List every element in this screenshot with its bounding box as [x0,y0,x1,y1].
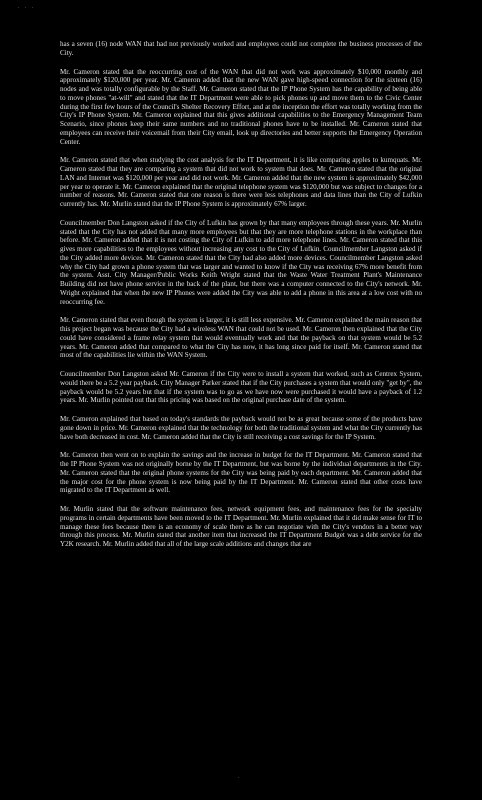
paragraph-1: has a seven (16) node WAN that had not previously worked and employees could not complete the business processes of the City. [60,40,422,57]
paragraph-3: Mr. Cameron stated that when studying the cost analysis for the IT Department, it is like comparing apples to kumquats. Mr. Cameron stated that they are comparing a system that did not work to system that does. Mr. Cameron stated that the original LAN and Internet was $120,000 per year and did not work. Mr. Cameron added that the new system is approximately $42,000 per year to operate it. Mr. Cameron explained that the original telephone system was $120,000 but was subject to changes for a number of reasons. Mr. Cameron stated that one reason is there were less telephones and data lines than the City of Lufkin currently has. Mr. Murlin stated that the IP Phone System is approximately 67% larger. [60,156,422,208]
document-body [60,40,422,559]
paragraph-5: Mr. Cameron stated that even though the system is larger, it is still less expensive. Mr. Cameron explained the main reason that this project began was because the City had a wireless WAN that could not be used. Mr. Cameron then explained that the City could have considered a frame relay system that would eventually work and that the payback on that system would be 5.2 years. Mr. Cameron added that compared to what the City has now, it has long since paid for itself. Mr. Cameron stated that most of the capabilities lie within the WAN System. [60,316,422,360]
paragraph-4: Councilmember Don Langston asked if the City of Lufkin has grown by that many employees through these years. Mr. Murlin stated that the City has not added that many more employees but that they are more telephone stations in the workplace than before. Mr. Cameron added that it is not costing the City of Lufkin to add more telephone lines. Mr. Cameron stated that this gives more capabilities to the employees without increasing any cost to the City of Lufkin. Councilmember Langston asked if the City added more devices. Mr. Cameron stated that the City had also added more devices. Councilmember Langston asked why the City had grown a phone system that was larger and wanted to know if the City was receiving 67% more benefit from the system. Asst. City Manager/Public Works Keith Wright stated that the Waste Water Treatment Plant's Maintenance Building did not have phone service in the back of the plant, but there was a computer connected to the City's network. Mr. Wright explained that when the new IP Phones were added the City was able to add a phone in this area at a low cost with no reoccurring fee. [60,218,422,306]
footer-mark: · [238,776,240,781]
header-mark: · · · [18,6,36,11]
paragraph-2: Mr. Cameron stated that the reoccurring cost of the WAN that did not work was approximately $10,000 monthly and approximately $120,000 per year. Mr. Cameron added that the new WAN gave high-speed connection for the sixteen (16) nodes and was totally configurable by the Staff. Mr. Cameron stated that the IP Phone System has the capability of being able to move phones "at-will" and stated that the IT Department were able to pick phones up and move them to the Civic Center during the first few hours of the Council's Shelter Recovery Effort, and at the inception the effort was totally working from the City's IP Phone System. Mr. Cameron explained that this gives additional capabilities to the Emergency Management Team Scenario, since phones keep their same numbers and no traditional phones have to be installed. Mr. Cameron stated that employees can receive their voicemail from their City email, look up directories and better supports the Emergency Operation Center. [60,67,422,146]
paragraph-8: Mr. Cameron then went on to explain the savings and the increase in budget for the IT Department. Mr. Cameron stated that the IP Phone System was not originally borne by the IT Department, but was borne by the individual departments in the City. Mr. Cameron stated that the original phone systems for the City was being paid by each department. Mr. Cameron added that the major cost for the phone system is now being paid by the IT Department. Mr. Cameron stated that other costs have migrated to the IT Department as well. [60,451,422,495]
paragraph-9: Mr. Murlin stated that the software maintenance fees, network equipment fees, and maintenance fees for the specialty programs in certain departments have been moved to the IT Department. Mr. Murlin explained that it did make sense for IT to manage these fees because there is an economy of scale there as he can negotiate with the City's vendors in a better way through this process. Mr. Murlin stated that another item that increased the IT Department Budget was a debt service for the Y2K research. Mr. Murlin added that all of the large scale additions and changes that are [60,505,422,548]
paragraph-6: Councilmember Don Langston asked Mr. Cameron if the City were to install a system that worked, such as Centrex System, would there be a 5.2 year payback. City Manager Parker stated that if the City purchases a system that would only "get by", the payback would be 5.2 years but that if the system was to go as we have now were purchased it would have a payback of 1.2 years. Mr. Murlin pointed out that this pricing was based on the original purchase date of the system. [60,370,422,405]
paragraph-7: Mr. Cameron explained that based on today's standards the payback would not be as great because some of the products have gone down in price. Mr. Cameron explained that the technology for both the traditional system and what the City currently has have both decreased in cost. Mr. Cameron added that the City is still receiving a cost savings for the IP System. [60,415,422,441]
